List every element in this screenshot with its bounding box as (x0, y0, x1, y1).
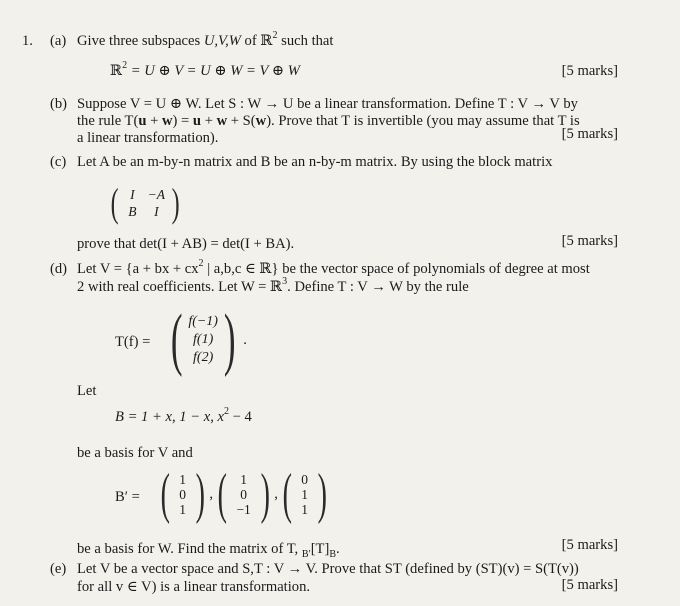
block-matrix-entries: I −A B I (128, 187, 165, 219)
basis-Bprime-label: B′ = (115, 489, 140, 505)
vector-2: 1 0 −1 (236, 471, 251, 517)
part-b-marks: [5 marks] (561, 126, 618, 142)
part-e-line2: for all v ∈ V) is a linear transformation. (77, 579, 311, 595)
T-output-vector: ( f(−1) f(1) f(2) ) . (170, 301, 247, 378)
right-paren: ) (223, 301, 236, 378)
left-paren: ( (110, 180, 119, 225)
basis-B: B = 1 + x, 1 − x, $x^2 - 4$ (115, 406, 252, 425)
part-e-marks: [5 marks] (561, 577, 618, 593)
right-paren: ) (171, 180, 180, 225)
block-matrix (108, 180, 183, 225)
part-d-let: Let (77, 383, 97, 399)
right-paren: ) (317, 463, 327, 525)
vector-3: 0 1 1 (301, 471, 308, 517)
part-a-equation: ℝ$^2$ = U ⊕ V = U ⊕ W = V ⊕ W (110, 60, 300, 79)
left-paren: ( (170, 301, 183, 378)
part-e-label: (e) (50, 561, 67, 577)
right-paren: ) (195, 463, 205, 525)
part-b-line1: Suppose V = U ⊕ W. Let S : W → U be a linear transformation. Define T : V → V by (77, 96, 578, 112)
part-b-label: (b) (50, 96, 68, 112)
part-a-text: Give three subspaces U,V,W of ℝ$^2$ such that (77, 30, 334, 49)
part-d-line1: Let V = {a + bx + $cx^2$ | a,b,c ∈ ℝ} be the vector space of polynomials of degree at most (77, 258, 590, 277)
right-paren: ) (260, 463, 270, 525)
left-paren: ( (282, 463, 292, 525)
part-d-basis-V: be a basis for V and (77, 445, 193, 461)
part-c-line2: prove that det(I + AB) = det(I + BA). (77, 236, 295, 252)
part-d-marks: [5 marks] (561, 537, 618, 553)
basis-Bprime-vectors: ( 1 0 1 ) , ( 1 0 −1 ) , ( 0 1 1 ) (160, 463, 327, 525)
part-d-line2: 2 with real coefficients. Let W = ℝ$^3$. Define T : V → W by the rule (77, 276, 469, 295)
part-d-label: (d) (50, 261, 68, 277)
part-c-line1: Let A be an m-by-n matrix and B be an n-by-m matrix. By using the block matrix (77, 154, 553, 170)
part-b-line2: the rule T(u + w) = u + w + S(w). Prove that T is invertible (you may assume that T is (77, 113, 580, 129)
part-a-marks: [5 marks] (561, 63, 618, 79)
part-a-label: (a) (50, 33, 67, 49)
left-paren: ( (217, 463, 227, 525)
transformation-def: T(f) = (115, 334, 151, 350)
T-output-entries: f(−1) f(1) f(2) (188, 314, 218, 365)
part-c-label: (c) (50, 154, 67, 170)
vector-1: 1 0 1 (179, 471, 187, 517)
part-c-marks: [5 marks] (561, 233, 618, 249)
part-e-line1: Let V be a vector space and S,T : V → V. Prove that ST (defined by (ST)(v) = S(T(v)) (77, 561, 579, 577)
left-paren: ( (160, 463, 170, 525)
part-b-line3: a linear transformation). (77, 130, 219, 146)
question-number: 1. (22, 33, 33, 49)
part-d-basis-W: be a basis for W. Find the matrix of T, $_{B'}[T]_B$. (77, 541, 340, 560)
